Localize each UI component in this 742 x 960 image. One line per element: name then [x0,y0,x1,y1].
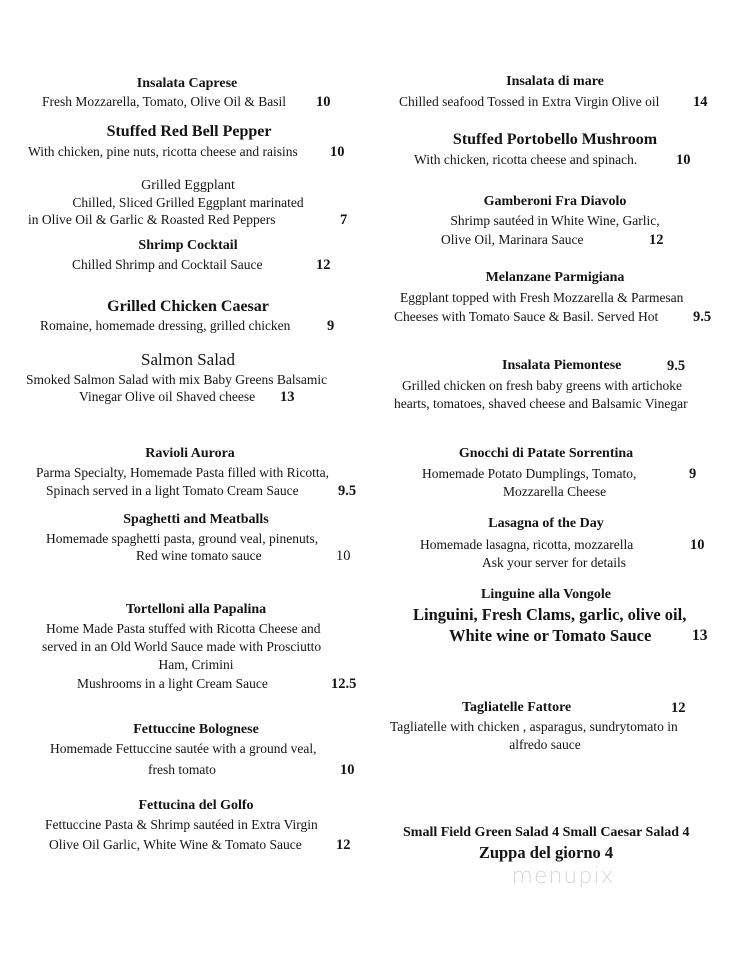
item-price: 10 [330,144,345,160]
item-description: Olive Oil, Marinara Sauce [441,232,584,247]
item-price: 10 [676,152,691,168]
item-description: alfredo sauce [509,737,581,752]
item-description: Linguini, Fresh Clams, garlic, olive oil, [413,605,687,624]
item-description: With chicken, ricotta cheese and spinach. [414,152,638,167]
item-price: 13 [692,627,708,644]
item-description: served in an Old World Sauce made with Prosciutto [42,639,322,654]
item-price: 10 [336,548,351,564]
item-price: 10 [340,762,355,778]
item-description: With chicken, pine nuts, ricotta cheese and raisins [28,144,298,159]
soup-of-the-day-line: Zuppa del giorno 4 [478,843,614,862]
item-description: Eggplant topped with Fresh Mozzarella & Parmesan [400,290,684,305]
item-price: 12 [316,257,331,273]
item-price: 12 [649,232,664,248]
item-description: Chilled Shrimp and Cocktail Sauce [72,257,263,272]
item-name: Lasagna of the Day [488,516,604,531]
item-name: Linguine alla Vongole [481,587,611,602]
item-price: 13 [280,389,295,405]
item-description: hearts, tomatoes, shaved cheese and Balsamic Vinegar [394,396,688,411]
item-name: Shrimp Cocktail [138,238,238,253]
item-description: Fettuccine Pasta & Shrimp sautéed in Extra Virgin [45,817,318,832]
item-description: Shrimp sautéed in White Wine, Garlic, [450,213,660,228]
item-name: Ravioli Aurora [145,446,235,461]
item-name: Insalata Caprese [136,76,238,91]
watermark-logo: menupix [511,864,615,889]
item-description: Cheeses with Tomato Sauce & Basil. Served Hot [394,309,659,324]
item-description: Tagliatelle with chicken , asparagus, sundrytomato in [390,719,678,734]
item-description: Olive Oil Garlic, White Wine & Tomato Sauce [49,837,302,852]
item-name: Tortelloni alla Papalina [125,602,267,617]
item-description: Parma Specialty, Homemade Pasta filled with Ricotta, [36,465,330,480]
item-name: Stuffed Portobello Mushroom [452,131,658,148]
item-name: Gnocchi di Patate Sorrentina [458,446,634,461]
item-description: Red wine tomato sauce [136,548,262,563]
item-description: Vinegar Olive oil Shaved cheese [79,389,256,404]
item-description: Homemade Potato Dumplings, Tomato, [422,466,637,481]
item-name: Grilled Eggplant [141,178,235,193]
item-price: 12 [336,837,351,853]
item-price: 9 [327,318,335,334]
item-description: Spinach served in a light Tomato Cream Sauce [46,483,299,498]
item-name: Spaghetti and Meatballs [123,512,269,527]
item-price: 12.5 [331,676,357,692]
item-description: fresh tomato [148,762,216,777]
item-price: 9 [689,466,697,482]
item-name: Fettuccine Bolognese [133,722,259,737]
item-description: Ask your server for details [482,555,626,570]
item-name: Salmon Salad [141,350,235,369]
item-description: Homemade lasagna, ricotta, mozzarella [420,537,634,552]
item-description: Ham, Crimini [158,657,234,672]
item-description: Homemade Fettuccine sautée with a ground veal, [50,741,317,756]
item-description: in Olive Oil & Garlic & Roasted Red Peppers [28,212,276,227]
item-name: Fettucina del Golfo [138,798,254,813]
item-description: Fresh Mozzarella, Tomato, Olive Oil & Basil [42,94,287,109]
item-price: 12 [671,700,686,716]
side-salads-line: Small Field Green Salad 4 Small Caesar Salad 4 [403,825,690,840]
item-description: Homemade spaghetti pasta, ground veal, pinenuts, [46,531,319,546]
item-name: Grilled Chicken Caesar [107,298,269,315]
item-description: Mozzarella Cheese [503,484,607,499]
item-name: Insalata Piemontese [502,358,622,373]
item-name: Insalata di mare [506,74,604,89]
item-price: 10 [316,94,331,110]
item-description: Mushrooms in a light Cream Sauce [77,676,268,691]
item-name: Gamberoni Fra Diavolo [483,194,627,209]
item-description: Grilled chicken on fresh baby greens with artichoke [402,378,683,393]
item-description: Smoked Salmon Salad with mix Baby Greens Balsamic [26,372,328,387]
item-description: Romaine, homemade dressing, grilled chicken [40,318,291,333]
item-price: 7 [340,212,348,228]
item-name: Stuffed Red Bell Pepper [106,123,272,140]
item-description: Chilled seafood Tossed in Extra Virgin Olive oil [399,94,660,109]
item-name: Melanzane Parmigiana [485,270,625,285]
item-price: 9.5 [338,483,357,499]
item-price: 14 [693,94,708,110]
item-price: 10 [690,537,705,553]
item-price: 9.5 [693,309,712,325]
item-description: White wine or Tomato Sauce [449,626,652,645]
item-description: Home Made Pasta stuffed with Ricotta Cheese and [46,621,321,636]
item-price: 9.5 [667,358,686,374]
item-name: Tagliatelle Fattore [462,700,572,715]
item-description: Chilled, Sliced Grilled Eggplant marinated [72,195,304,210]
